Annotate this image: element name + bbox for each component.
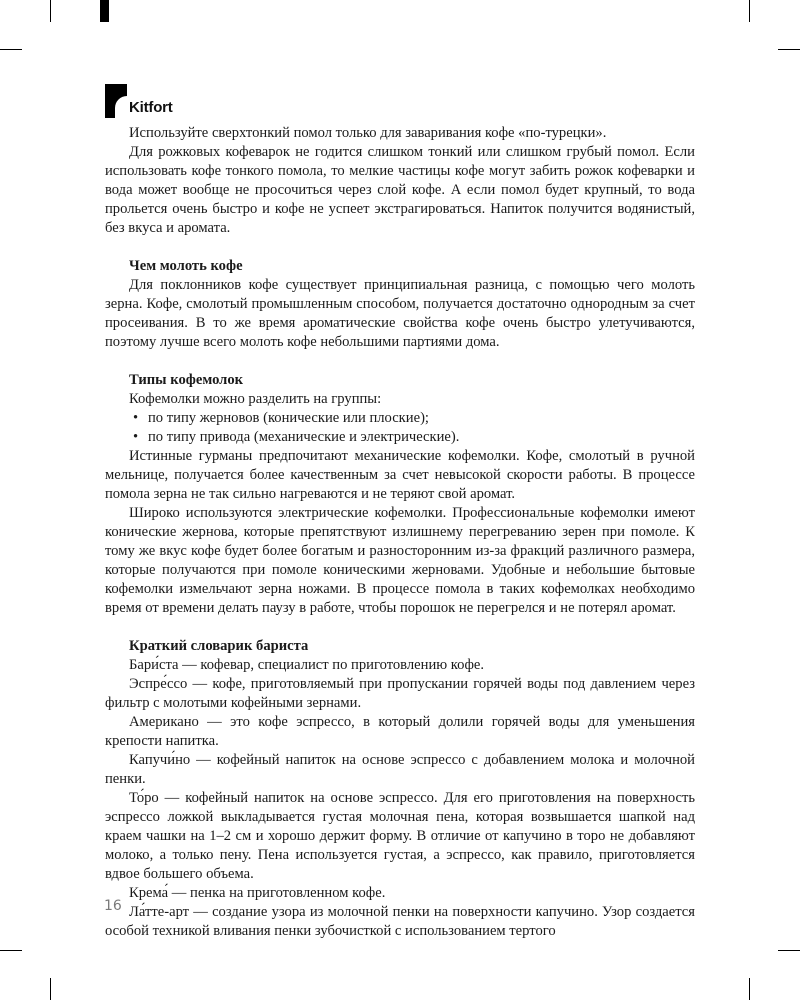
paragraph: Для поклонников кофе существует принципиальная разница, с помощью чего молоть зерна. Кофе, смолотый промышленным способом, получается достаточно однородным за счет просеивания. В то же время ароматические свойства кофе очень быстро улетучиваются, поэтому лучше всего молоть кофе небольшими партиями дома.	[105, 277, 695, 350]
section-heading: Краткий словарик бариста	[129, 638, 309, 654]
paragraph: Используйте сверхтонкий помол только для заваривания кофе «по-турецки».	[129, 125, 607, 141]
brand-logo	[105, 84, 173, 118]
crop-mark	[778, 950, 800, 951]
list-item: • по типу привода (механические и электрические).	[129, 428, 695, 447]
logo-text: Kitfort	[129, 98, 173, 116]
glossary-entry: То́ро — кофейный напиток на основе эспрессо. Для его приготовления на поверхность эспрессо ложкой выкладывается густая молочная пена, которая возвышается шапкой над краем чашки на 1–2 см и хорошо держит форму. В отличие от капучино в торо не добавляют молоко, а только пену. Пена используется густая, а эспрессо, как правило, приготовляется вдвое большего объема.	[105, 790, 695, 882]
crop-mark	[778, 49, 800, 50]
glossary-entry: Бари́ста — кофевар, специалист по приготовлению кофе.	[129, 657, 485, 673]
crop-mark	[0, 950, 22, 951]
paragraph: Кофемолки можно разделить на группы:	[129, 391, 382, 407]
paragraph: Истинные гурманы предпочитают механические кофемолки. Кофе, смолотый в ручной мельнице, получается более качественным за счет невысокой скорости работы. В процессе помола зерна не так сильно нагреваются и не теряют свой аромат.	[105, 448, 695, 502]
crop-mark	[749, 978, 750, 1000]
header-tab	[100, 0, 109, 22]
glossary-entry: Крема́ — пенка на приготовленном кофе.	[129, 885, 386, 901]
page-content	[105, 124, 695, 941]
crop-mark	[0, 49, 22, 50]
section-heading: Чем молоть кофе	[129, 258, 243, 274]
crop-mark	[749, 0, 750, 22]
crop-mark	[50, 978, 51, 1000]
section-heading: Типы кофемолок	[129, 372, 244, 388]
glossary-entry: Американо — это кофе эспрессо, в который долили горячей воды для уменьшения крепости напитка.	[105, 714, 695, 749]
list-item: • по типу жерновов (конические или плоские);	[129, 409, 695, 428]
paragraph: Широко используются электрические кофемолки. Профессиональные кофемолки имеют конические жернова, которые препятствуют излишнему перегреванию зерен при помоле. К тому же вкус кофе будет более богатым и разносторонним из-за фракций различного размера, которые получаются при помоле коническими жерновами. Удобные и небольшие бытовые кофемолки измельчают зерна ножами. В процессе помола в таких кофемолках необходимо время от времени делать паузу в работе, чтобы порошок не перегрелся и не потерял аромат.	[105, 505, 695, 616]
paragraph: Для рожковых кофеварок не годится слишком тонкий или слишком грубый помол. Если использовать кофе тонкого помола, то мелкие частицы кофе могут забить рожок кофеварки и вода может вообще не просочиться через слой кофе. А если помол будет крупный, то вода прольется очень быстро и кофе не успеет экстрагироваться. Напиток получится водянистый, без вкуса и аромата.	[105, 144, 695, 236]
page-number: 16	[104, 898, 122, 914]
glossary-entry: Эспре́ссо — кофе, приготовляемый при пропускании горячей воды под давлением через фильтр с молотыми кофейными зернами.	[105, 676, 695, 711]
crop-mark	[50, 0, 51, 22]
glossary-entry: Капучи́но — кофейный напиток на основе эспрессо с добавлением молока и молочной пенки.	[105, 752, 695, 787]
kitfort-logo-icon	[105, 84, 127, 118]
glossary-entry: Ла́тте-арт — создание узора из молочной пенки на поверхности капучино. Узор создается особой техникой вливания пенки зубочисткой с использованием тертого	[105, 904, 695, 939]
bullet-list	[105, 409, 695, 447]
